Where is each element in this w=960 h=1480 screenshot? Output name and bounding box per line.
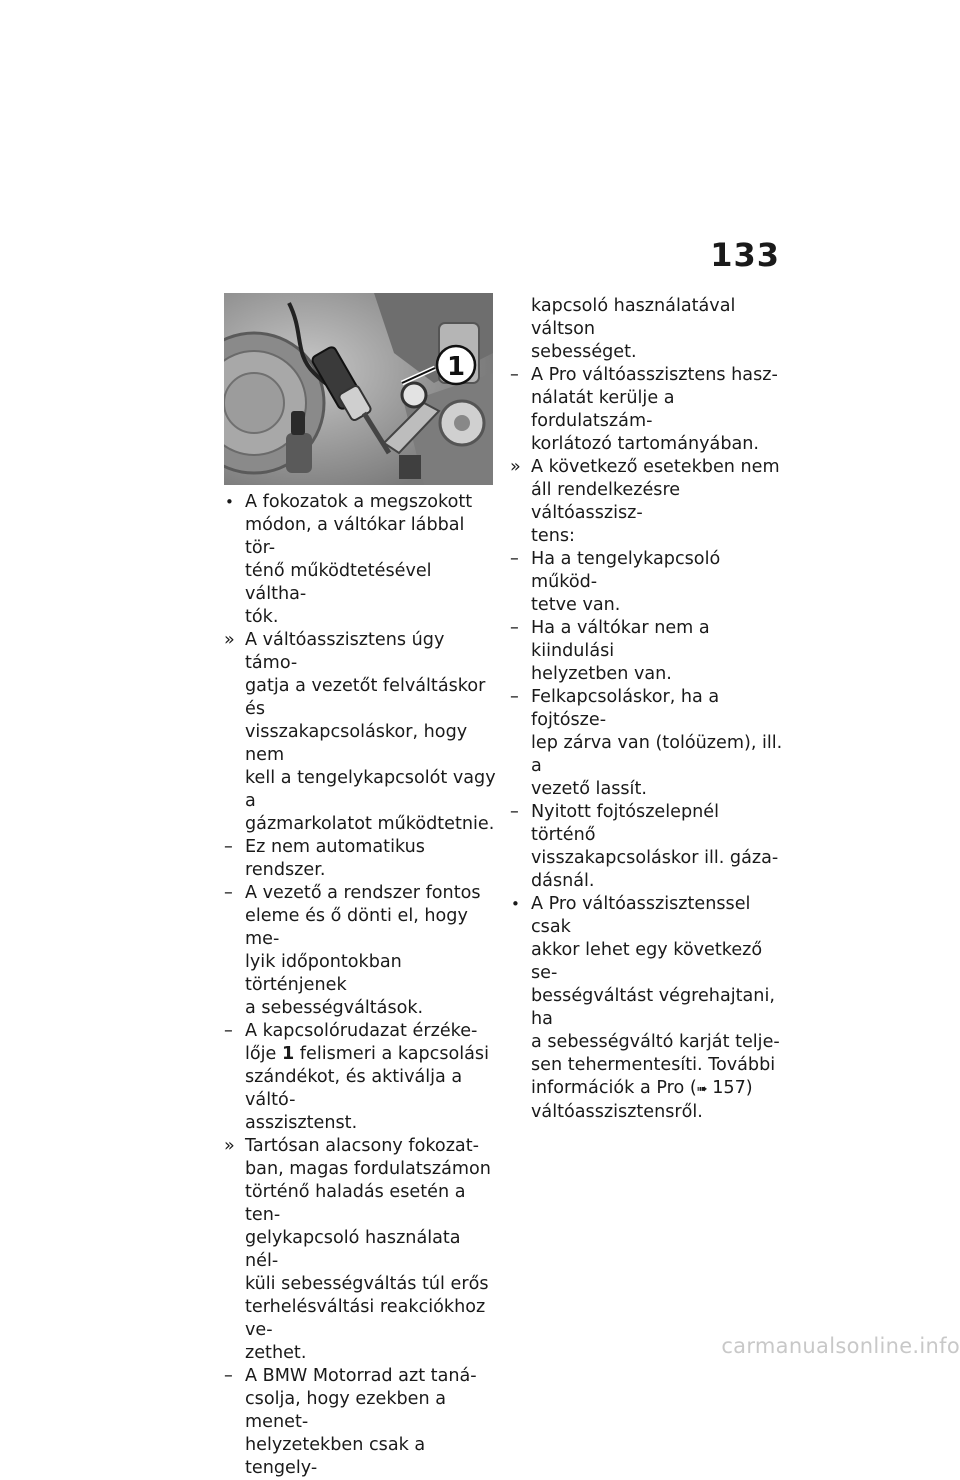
bullet-marker: • <box>511 895 520 913</box>
text-line: ténő működtetésével váltha- <box>245 561 432 604</box>
dash-marker: – <box>510 802 519 822</box>
text-line: tens: <box>531 526 575 546</box>
text-line: Ha a tengelykapcsoló működ- <box>531 549 721 592</box>
page-number: 133 <box>710 236 780 274</box>
text-fragment: lője <box>245 1044 282 1064</box>
text-line: visszakapcsoláskor, hogy nem <box>245 722 468 765</box>
engine-illustration <box>224 293 493 485</box>
list-item <box>224 1365 496 1480</box>
watermark-text: carmanualsonline.info <box>721 1334 960 1358</box>
list-item <box>224 629 496 836</box>
text-line: Felkapcsoláskor, ha a fojtósze- <box>531 687 720 730</box>
callout-label: 1 <box>446 352 466 382</box>
text-line: vezető lassít. <box>531 779 647 799</box>
dash-marker: – <box>224 1366 233 1386</box>
text-line: csolja, hogy ezekben a menet- <box>245 1389 447 1432</box>
result-marker: » <box>510 457 521 477</box>
text-line: kapcsoló használatával váltson <box>531 296 736 339</box>
gearshift-assistant-photo <box>224 293 493 485</box>
dash-marker: – <box>224 883 233 903</box>
list-item <box>224 1135 496 1365</box>
dash-marker: – <box>510 618 519 638</box>
list-item <box>224 491 496 629</box>
dash-marker: – <box>510 365 519 385</box>
text-line: módon, a váltókar lábbal tör- <box>245 515 465 558</box>
text-line: terhelésváltási reakciókhoz ve- <box>245 1297 486 1340</box>
list-item <box>224 836 496 882</box>
text-line: ban, magas fordulatszámon <box>245 1159 491 1179</box>
left-column <box>224 491 496 1480</box>
text-fragment: felismeri a kapcsolási <box>294 1044 489 1064</box>
text-line: gelykapcsoló használata nél- <box>245 1228 461 1271</box>
text-line: áll rendelkezésre váltóasszisz- <box>531 480 681 523</box>
text-line <box>531 1077 785 1101</box>
text-line: A Pro váltóasszisztenssel csak <box>531 894 751 937</box>
text-line: eleme és ő dönti el, hogy me- <box>245 906 468 949</box>
text-line: történő haladás esetén a ten- <box>245 1182 466 1225</box>
text-line: helyzetben van. <box>531 664 672 684</box>
text-line: A következő esetekben nem <box>531 457 780 477</box>
text-line: szándékot, és aktiválja a váltó- <box>245 1067 463 1110</box>
text-line: A váltóasszisztens úgy támo- <box>245 630 445 673</box>
text-line: A BMW Motorrad azt taná- <box>245 1366 477 1386</box>
text-line: zethet. <box>245 1343 307 1363</box>
text-line: a sebességváltások. <box>245 998 424 1018</box>
text-line: nálatát kerülje a fordulatszám- <box>531 388 675 431</box>
text-fragment: ) <box>745 1078 753 1098</box>
text-line: korlátozó tartományában. <box>531 434 760 454</box>
text-line: Nyitott fojtószelepnél történő <box>531 802 719 845</box>
text-line: lep zárva van (tolóüzem), ill. a <box>531 733 783 776</box>
text-line: váltóasszisztensről. <box>531 1102 703 1122</box>
text-line: A fokozatok a megszokott <box>245 492 473 512</box>
dash-marker: – <box>510 687 519 707</box>
dash-marker: – <box>224 1021 233 1041</box>
text-line: gatja a vezetőt felváltáskor és <box>245 676 486 719</box>
text-line: küli sebességváltás túl erős <box>245 1274 489 1294</box>
list-item <box>510 893 785 1124</box>
text-line: Tartósan alacsony fokozat- <box>245 1136 479 1156</box>
list-item <box>510 548 785 617</box>
list-item <box>510 686 785 801</box>
right-column <box>510 295 785 1124</box>
text-line: visszakapcsoláskor ill. gáza- <box>531 848 779 868</box>
result-marker: » <box>224 1136 235 1156</box>
text-line: kell a tengelykapcsolót vagy a <box>245 768 496 811</box>
text-fragment: információk a Pro ( <box>531 1078 697 1098</box>
text-line: sen tehermentesíti. További <box>531 1055 776 1075</box>
text-line: akkor lehet egy következő se- <box>531 940 763 983</box>
text-line: tetve van. <box>531 595 621 615</box>
list-item <box>224 882 496 1020</box>
list-item-continuation <box>510 295 785 364</box>
reference-number: 1 <box>281 1044 295 1064</box>
text-line: lyik időpontokban történjenek <box>245 952 402 995</box>
text-line: gázmarkolatot működtetnie. <box>245 814 495 834</box>
text-line <box>245 1043 496 1066</box>
text-line: A kapcsolórudazat érzéke- <box>245 1021 478 1041</box>
text-line: helyzetekben csak a tengely- <box>245 1435 426 1478</box>
text-line: asszisztenst. <box>245 1113 358 1133</box>
list-item <box>224 1020 496 1135</box>
page-reference-link[interactable]: 157 <box>712 1078 746 1098</box>
list-item <box>510 617 785 686</box>
text-line: Ha a váltókar nem a kiindulási <box>531 618 710 661</box>
text-line: Ez nem automatikus rendszer. <box>245 837 425 880</box>
list-item <box>510 456 785 548</box>
result-marker: » <box>224 630 235 650</box>
list-item <box>510 801 785 893</box>
text-line: A vezető a rendszer fontos <box>245 883 481 903</box>
text-line: sebességet. <box>531 342 637 362</box>
text-line: dásnál. <box>531 871 595 891</box>
dash-marker: – <box>510 549 519 569</box>
list-item <box>510 364 785 456</box>
text-line: tók. <box>245 607 279 627</box>
page-reference-arrow-icon: ➠ <box>696 1082 707 1097</box>
text-line: A Pro váltóasszisztens hasz- <box>531 365 778 385</box>
text-line: a sebességváltó karját telje- <box>531 1032 780 1052</box>
dash-marker: – <box>224 837 233 857</box>
text-line: bességváltást végrehajtani, ha <box>531 986 775 1029</box>
bullet-marker: • <box>225 493 234 511</box>
